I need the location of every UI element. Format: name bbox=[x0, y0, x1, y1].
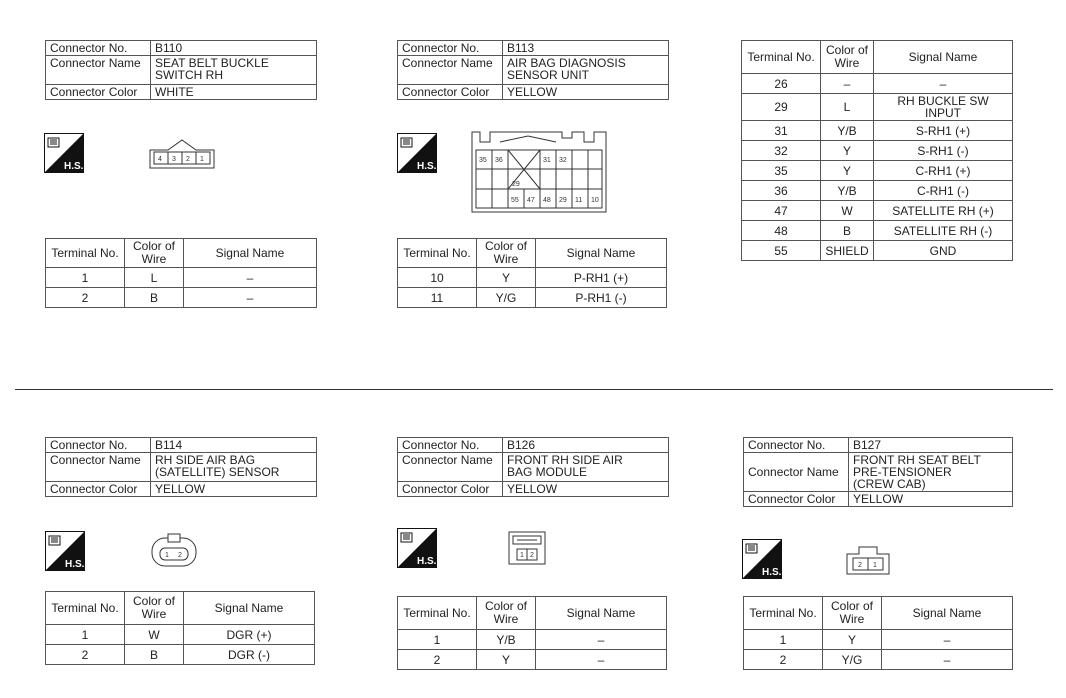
b126-connector-diagram bbox=[507, 530, 547, 566]
b127-info-table bbox=[743, 437, 1013, 507]
terminal-cell: 36 bbox=[742, 181, 821, 201]
table-row bbox=[744, 650, 1013, 670]
b126-info-table bbox=[397, 437, 669, 497]
connector-name-line-3: (CREW CAB) bbox=[853, 477, 926, 491]
connector-name-line-1: SEAT BELT BUCKLE bbox=[155, 56, 269, 70]
signal-cell: – bbox=[184, 288, 317, 308]
signal-cell: DGR (-) bbox=[184, 645, 315, 665]
wire-header-line: Wire bbox=[839, 612, 865, 626]
connector-name-label: Connector Name bbox=[46, 453, 151, 482]
signal-cell: P-RH1 (-) bbox=[536, 288, 667, 308]
signal-cell: – bbox=[184, 268, 317, 288]
pin-label: 29 bbox=[559, 197, 567, 204]
connector-name-line-1: AIR BAG DIAGNOSIS bbox=[507, 56, 626, 70]
connector-color-value: YELLOW bbox=[849, 492, 1013, 507]
terminal-cell: 55 bbox=[742, 241, 821, 261]
connector-name-line-1: FRONT RH SIDE AIR bbox=[507, 453, 623, 467]
signal-name-header: Signal Name bbox=[874, 41, 1013, 74]
connector-no-label: Connector No. bbox=[46, 438, 151, 453]
terminal-cell: 2 bbox=[398, 650, 477, 670]
table-row bbox=[742, 241, 1013, 261]
table-row bbox=[742, 181, 1013, 201]
pin-label: 2 bbox=[178, 552, 182, 559]
terminal-cell: 47 bbox=[742, 201, 821, 221]
connector-color-label: Connector Color bbox=[744, 492, 849, 507]
table-row bbox=[742, 221, 1013, 241]
terminal-cell: 31 bbox=[742, 121, 821, 141]
pin-label: 55 bbox=[511, 197, 519, 204]
connector-no-label: Connector No. bbox=[398, 41, 503, 56]
table-row bbox=[398, 630, 667, 650]
harness-side-icon bbox=[397, 133, 437, 173]
color-of-wire-header bbox=[477, 597, 536, 630]
connector-no-value: B127 bbox=[849, 438, 1013, 453]
connector-no-label: Connector No. bbox=[744, 438, 849, 453]
signal-cell: RH BUCKLE SW INPUT bbox=[874, 94, 1013, 121]
connector-name-line-2: BAG MODULE bbox=[507, 465, 588, 479]
terminal-cell: 10 bbox=[398, 268, 477, 288]
wire-color-cell: Y/B bbox=[821, 181, 874, 201]
table-row bbox=[744, 630, 1013, 650]
signal-cell: – bbox=[536, 650, 667, 670]
connector-color-label: Connector Color bbox=[46, 85, 151, 100]
color-of-header-line: Color of bbox=[132, 239, 176, 253]
b127-connector-diagram bbox=[845, 544, 891, 576]
color-of-wire-header bbox=[823, 597, 882, 630]
connector-name-label: Connector Name bbox=[398, 56, 503, 85]
terminal-no-header: Terminal No. bbox=[46, 239, 125, 268]
wire-color-cell: B bbox=[125, 288, 184, 308]
connector-no-value: B113 bbox=[503, 41, 669, 56]
pin-label: 1 bbox=[520, 552, 524, 559]
b126-terminal-table bbox=[397, 596, 667, 670]
b113-info-table bbox=[397, 40, 669, 100]
color-of-wire-header bbox=[125, 239, 184, 268]
color-of-header-line: Color of bbox=[132, 594, 176, 608]
terminal-cell: 2 bbox=[46, 645, 125, 665]
connector-name-label: Connector Name bbox=[744, 453, 849, 492]
harness-side-icon bbox=[397, 528, 437, 568]
connector-name-line-1: RH SIDE AIR BAG bbox=[155, 453, 256, 467]
terminal-cell: 1 bbox=[46, 268, 125, 288]
connector-no-value: B114 bbox=[151, 438, 317, 453]
connector-name-line-2: PRE-TENSIONER bbox=[853, 465, 952, 479]
color-of-wire-header bbox=[821, 41, 874, 74]
connector-name-value bbox=[151, 453, 317, 482]
wire-color-cell: W bbox=[821, 201, 874, 221]
terminal-cell: 26 bbox=[742, 74, 821, 94]
harness-side-icon bbox=[45, 531, 85, 571]
color-of-wire-header bbox=[477, 239, 536, 268]
wire-header-line: Wire bbox=[141, 252, 167, 266]
terminal-cell: 35 bbox=[742, 161, 821, 181]
terminal-cell: 1 bbox=[46, 625, 125, 645]
table-row bbox=[398, 650, 667, 670]
pin-label: 2 bbox=[858, 562, 862, 569]
signal-name-header: Signal Name bbox=[882, 597, 1013, 630]
signal-cell: P-RH1 (+) bbox=[536, 268, 667, 288]
table-row bbox=[398, 288, 667, 308]
b113-connector-diagram bbox=[470, 128, 610, 214]
terminal-no-header: Terminal No. bbox=[398, 597, 477, 630]
wire-color-cell: Y/B bbox=[821, 121, 874, 141]
pin-label: 11 bbox=[575, 197, 583, 204]
connector-name-value bbox=[151, 56, 317, 85]
connector-color-value: WHITE bbox=[151, 85, 317, 100]
wire-color-cell: L bbox=[821, 94, 874, 121]
wire-color-cell: Y/G bbox=[823, 650, 882, 670]
pin-label: 1 bbox=[165, 552, 169, 559]
signal-name-header: Signal Name bbox=[184, 239, 317, 268]
signal-cell: – bbox=[536, 630, 667, 650]
wire-color-cell: L bbox=[125, 268, 184, 288]
terminal-cell: 48 bbox=[742, 221, 821, 241]
connector-no-label: Connector No. bbox=[46, 41, 151, 56]
pin-label: 3 bbox=[172, 156, 176, 163]
color-of-header-line: Color of bbox=[484, 239, 528, 253]
wire-color-cell: Y bbox=[821, 141, 874, 161]
pin-label: 29 bbox=[512, 181, 520, 188]
table-row bbox=[46, 268, 317, 288]
table-row bbox=[398, 268, 667, 288]
terminal-cell: 29 bbox=[742, 94, 821, 121]
pin-label: 1 bbox=[873, 562, 877, 569]
connector-no-label: Connector No. bbox=[398, 438, 503, 453]
b113-terminal-table bbox=[397, 238, 667, 308]
table-row bbox=[742, 201, 1013, 221]
b110-info-table bbox=[45, 40, 317, 100]
connector-name-line-2: (SATELLITE) SENSOR bbox=[155, 465, 280, 479]
terminal-cell: 2 bbox=[744, 650, 823, 670]
signal-cell: SATELLITE RH (+) bbox=[874, 201, 1013, 221]
wire-color-cell: Y bbox=[477, 268, 536, 288]
table-row bbox=[46, 645, 315, 665]
signal-cell: S-RH1 (+) bbox=[874, 121, 1013, 141]
connector-name-label: Connector Name bbox=[398, 453, 503, 482]
terminal-cell: 1 bbox=[398, 630, 477, 650]
pin-label: 48 bbox=[543, 197, 551, 204]
pin-label: 35 bbox=[479, 157, 487, 164]
pin-label: 47 bbox=[527, 197, 535, 204]
connector-color-value: YELLOW bbox=[151, 482, 317, 497]
color-of-wire-header bbox=[125, 592, 184, 625]
connector-name-line-1: FRONT RH SEAT BELT bbox=[853, 453, 981, 467]
terminal-no-header: Terminal No. bbox=[398, 239, 477, 268]
pin-label: 4 bbox=[158, 156, 162, 163]
pin-label: 32 bbox=[559, 157, 567, 164]
terminal-no-header: Terminal No. bbox=[46, 592, 125, 625]
table-row bbox=[742, 161, 1013, 181]
connector-color-label: Connector Color bbox=[398, 85, 503, 100]
color-of-header-line: Color of bbox=[484, 599, 528, 613]
table-row bbox=[742, 141, 1013, 161]
b110-connector-diagram bbox=[148, 138, 216, 170]
connector-name-value bbox=[849, 453, 1013, 492]
signal-cell: C-RH1 (+) bbox=[874, 161, 1013, 181]
pin-label: 2 bbox=[186, 156, 190, 163]
connector-color-label: Connector Color bbox=[398, 482, 503, 497]
wire-header-line: Wire bbox=[834, 56, 860, 70]
harness-side-icon bbox=[44, 133, 84, 173]
pin-label: 2 bbox=[530, 552, 534, 559]
wire-color-cell: Y bbox=[477, 650, 536, 670]
pin-label: 36 bbox=[495, 157, 503, 164]
connector-name-line-2: SWITCH RH bbox=[155, 68, 223, 82]
color-of-header-line: Color of bbox=[825, 43, 869, 57]
wire-color-cell: W bbox=[125, 625, 184, 645]
b114-info-table bbox=[45, 437, 317, 497]
terminal-no-header: Terminal No. bbox=[744, 597, 823, 630]
pin-label: 31 bbox=[543, 157, 551, 164]
wire-color-cell: Y/G bbox=[477, 288, 536, 308]
wire-color-cell: Y bbox=[823, 630, 882, 650]
connector-color-label: Connector Color bbox=[46, 482, 151, 497]
table-row bbox=[742, 74, 1013, 94]
signal-cell: GND bbox=[874, 241, 1013, 261]
hs-label: H.S. bbox=[65, 559, 85, 570]
terminal-cell: 11 bbox=[398, 288, 477, 308]
wire-color-cell: Y/B bbox=[477, 630, 536, 650]
connector-name-value bbox=[503, 56, 669, 85]
connector-color-value: YELLOW bbox=[503, 482, 669, 497]
table-row bbox=[46, 288, 317, 308]
wire-header-line: Wire bbox=[141, 607, 167, 621]
signal-cell: SATELLITE RH (-) bbox=[874, 221, 1013, 241]
wire-header-line: Wire bbox=[493, 252, 519, 266]
hs-label: H.S. bbox=[762, 567, 782, 578]
wire-color-cell: B bbox=[125, 645, 184, 665]
wire-color-cell: Y bbox=[821, 161, 874, 181]
terminal-cell: 32 bbox=[742, 141, 821, 161]
pin-label: 1 bbox=[200, 156, 204, 163]
signal-name-header: Signal Name bbox=[536, 239, 667, 268]
connector-no-value: B126 bbox=[503, 438, 669, 453]
signal-cell: – bbox=[874, 74, 1013, 94]
b110-terminal-table bbox=[45, 238, 317, 308]
connector-no-value: B110 bbox=[151, 41, 317, 56]
table-row bbox=[742, 121, 1013, 141]
b114-connector-diagram bbox=[150, 532, 198, 568]
harness-side-icon bbox=[742, 539, 782, 579]
terminal-no-header: Terminal No. bbox=[742, 41, 821, 74]
b113-terminal-table-continued bbox=[741, 40, 1013, 261]
hs-label: H.S. bbox=[64, 161, 84, 172]
signal-cell: S-RH1 (-) bbox=[874, 141, 1013, 161]
signal-name-header: Signal Name bbox=[536, 597, 667, 630]
connector-name-label: Connector Name bbox=[46, 56, 151, 85]
hs-label: H.S. bbox=[417, 556, 437, 567]
wire-color-cell: B bbox=[821, 221, 874, 241]
table-row bbox=[742, 94, 1013, 121]
connector-name-line-2: SENSOR UNIT bbox=[507, 68, 590, 82]
connector-name-value bbox=[503, 453, 669, 482]
signal-cell: – bbox=[882, 650, 1013, 670]
signal-cell: – bbox=[882, 630, 1013, 650]
signal-cell: DGR (+) bbox=[184, 625, 315, 645]
table-row bbox=[46, 625, 315, 645]
wire-color-cell: – bbox=[821, 74, 874, 94]
signal-cell: C-RH1 (-) bbox=[874, 181, 1013, 201]
signal-name-header: Signal Name bbox=[184, 592, 315, 625]
section-divider bbox=[15, 389, 1053, 390]
wire-color-cell: SHIELD bbox=[821, 241, 874, 261]
pin-label: 10 bbox=[591, 197, 599, 204]
b114-terminal-table bbox=[45, 591, 315, 665]
hs-label: H.S. bbox=[417, 161, 437, 172]
connector-color-value: YELLOW bbox=[503, 85, 669, 100]
b127-terminal-table bbox=[743, 596, 1013, 670]
color-of-header-line: Color of bbox=[830, 599, 874, 613]
terminal-cell: 2 bbox=[46, 288, 125, 308]
terminal-cell: 1 bbox=[744, 630, 823, 650]
wire-header-line: Wire bbox=[493, 612, 519, 626]
